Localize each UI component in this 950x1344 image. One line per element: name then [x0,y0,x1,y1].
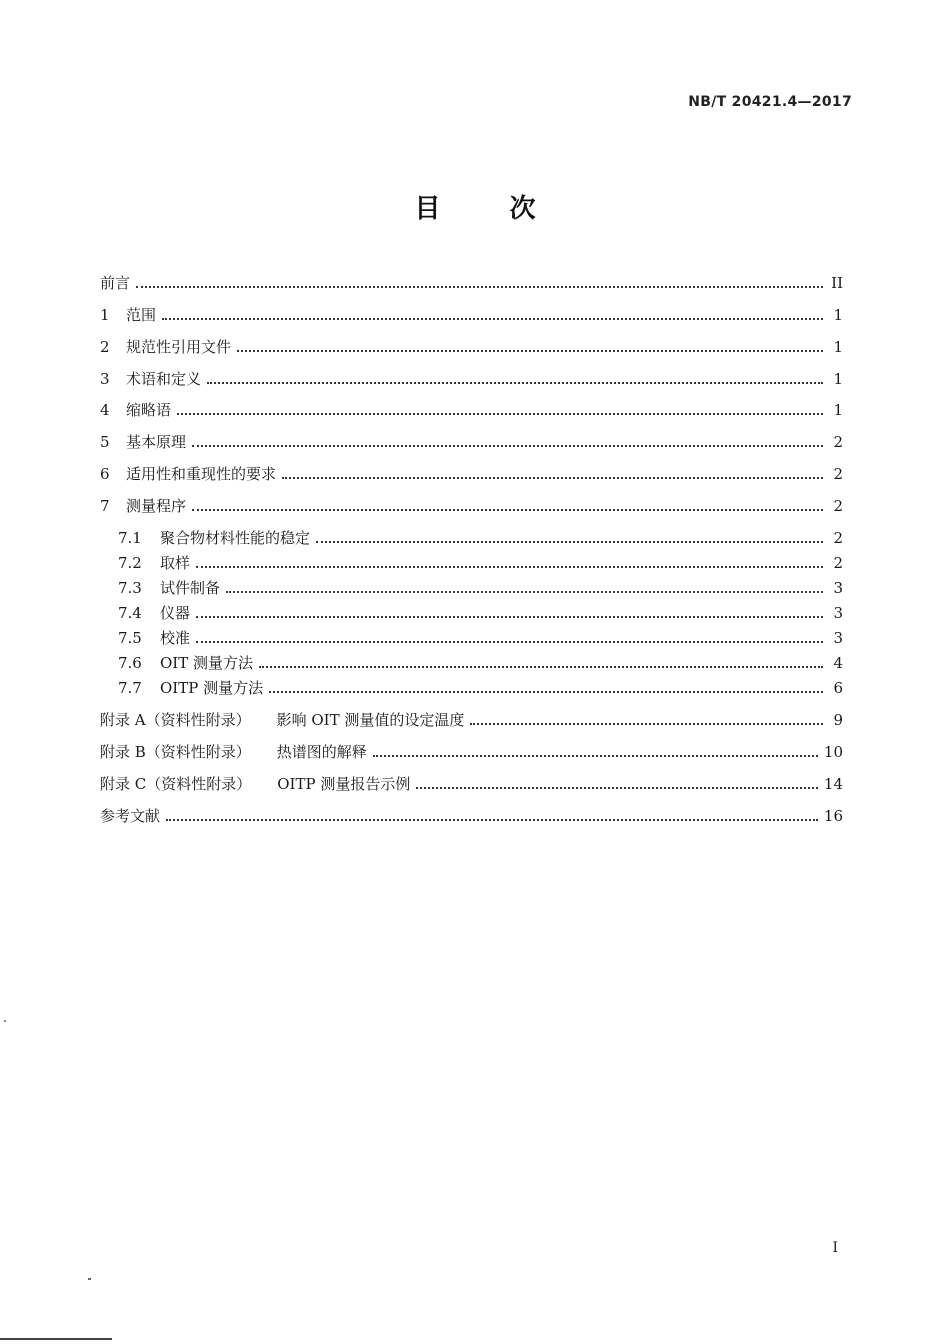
toc-page-number: 3 [833,629,843,647]
toc-leader-dots [416,787,818,789]
toc-label: 测量程序 [126,497,187,515]
toc-leader-dots [282,477,823,479]
toc-entry-terms-definitions[interactable] [100,364,843,388]
toc-number: 3 [100,370,110,388]
toc-number: 7.2 [118,554,142,572]
toc-page-number: 2 [833,497,843,515]
toc-entry-principle[interactable] [100,427,843,451]
toc-leader-dots [136,286,823,288]
toc-page-number: 14 [823,775,843,793]
toc-page-number: 9 [833,711,843,729]
toc-page-number: 2 [833,554,843,572]
toc-page-number: 3 [833,579,843,597]
toc-label: 术语和定义 [126,370,202,388]
toc-label: 热谱图的解释 [276,743,367,761]
toc-label: OIT 测量方法 [160,654,253,672]
toc-number: 7.4 [118,604,142,622]
toc-label: 前言 [100,274,131,292]
toc-label: 试件制备 [160,579,221,597]
toc-number: 7.1 [118,529,142,547]
toc-leader-dots [207,382,823,384]
toc-leader-dots [470,723,823,725]
toc-subentry-7-4[interactable] [118,598,843,622]
toc-entry-foreword[interactable] [100,268,843,292]
toc-leader-dots [373,755,818,757]
toc-label: 适用性和重现性的要求 [126,465,277,483]
toc-entry-normative-references[interactable] [100,332,843,356]
toc-appendix-label: 附录 C（资料性附录） [100,775,252,793]
toc-label: 规范性引用文件 [126,338,232,356]
page-number: I [832,1240,838,1256]
toc-page-number: 2 [833,433,843,451]
toc-subentry-7-3[interactable] [118,573,843,597]
toc-number: 6 [100,465,110,483]
toc-leader-dots [316,541,823,543]
toc-leader-dots [269,691,823,693]
toc-appendix-label: 附录 A（资料性附录） [100,711,251,729]
toc-number: 7.6 [118,654,142,672]
toc-entry-procedure[interactable] [100,491,843,515]
document-code: NB/T 20421.4—2017 [688,94,852,110]
toc-page-number: 1 [833,401,843,419]
scan-artifact [88,1278,91,1280]
toc-subentry-7-2[interactable] [118,548,843,572]
toc-page-number: 1 [833,338,843,356]
toc-leader-dots [162,318,823,320]
toc-leader-dots [192,445,823,447]
toc-number: 7 [100,497,110,515]
toc-page-number: 2 [833,529,843,547]
toc-subentry-7-5[interactable] [118,623,843,647]
toc-label: 取样 [160,554,191,572]
toc-entry-appendix-a[interactable] [100,705,843,729]
toc-leader-dots [237,350,823,352]
toc-leader-dots [226,591,823,593]
toc-page-number: 6 [833,679,843,697]
toc-page-number: 1 [833,370,843,388]
toc-number: 7.5 [118,629,142,647]
toc-leader-dots [259,666,823,668]
toc-label: 范围 [126,306,157,324]
toc-label: 缩略语 [126,401,172,419]
toc-number: 7.7 [118,679,142,697]
toc-page-number: 10 [823,743,843,761]
toc-label: 聚合物材料性能的稳定 [160,529,311,547]
scan-edge-line [0,1338,112,1340]
toc-leader-dots [196,566,823,568]
toc-page-number: 4 [833,654,843,672]
toc-appendix-label: 附录 B（资料性附录） [100,743,251,761]
toc-number: 2 [100,338,110,356]
toc-label: 参考文献 [100,807,161,825]
toc-entry-bibliography[interactable] [100,801,843,825]
toc-label: 基本原理 [126,433,187,451]
toc-entry-scope[interactable] [100,300,843,324]
toc-subentry-7-6[interactable] [118,648,843,672]
toc-entry-applicability[interactable] [100,459,843,483]
toc-number: 7.3 [118,579,142,597]
toc-label: OITP 测量报告示例 [277,775,411,793]
toc-page-number: 3 [833,604,843,622]
toc-entry-appendix-b[interactable] [100,737,843,761]
toc-number: 1 [100,306,110,324]
page-title: 目 次 [414,194,566,224]
toc-subentry-7-7[interactable] [118,673,843,697]
toc-subentry-7-1[interactable] [118,523,843,547]
toc-entry-abbreviations[interactable] [100,395,843,419]
toc-label: 校准 [160,629,191,647]
toc-number: 5 [100,433,110,451]
toc-label: 影响 OIT 测量值的设定温度 [276,711,465,729]
toc-leader-dots [192,509,823,511]
toc-label: OITP 测量方法 [160,679,264,697]
toc-page-number: 1 [833,306,843,324]
toc-page-number: 2 [833,465,843,483]
toc-page-number: 16 [823,807,843,825]
toc-entry-appendix-c[interactable] [100,769,843,793]
toc-leader-dots [196,616,823,618]
toc-label: 仪器 [160,604,191,622]
toc-leader-dots [196,641,823,643]
toc-leader-dots [166,819,818,821]
toc-leader-dots [177,413,823,415]
toc-page-number: II [831,274,843,292]
scan-artifact [4,1020,6,1022]
toc-number: 4 [100,401,110,419]
